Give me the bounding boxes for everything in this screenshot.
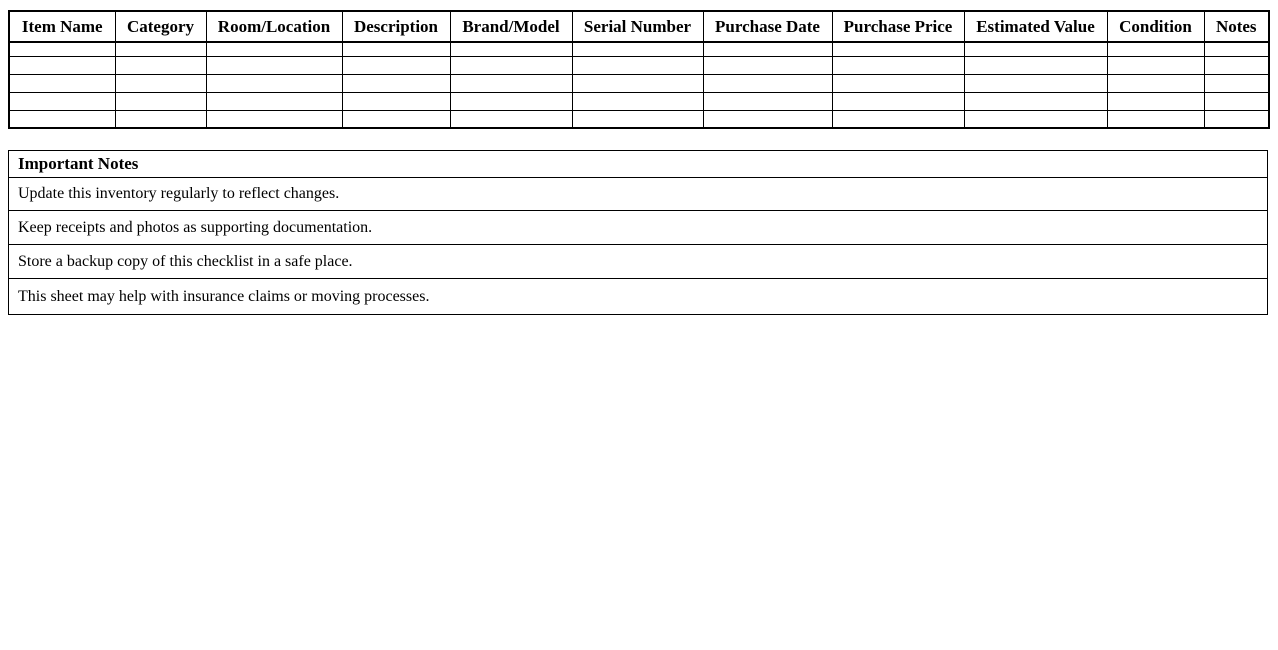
inventory-cell	[206, 92, 342, 110]
inventory-cell	[703, 74, 832, 92]
inventory-cell	[342, 56, 450, 74]
inventory-table	[8, 10, 1270, 129]
notes-title-row	[9, 151, 1268, 178]
inventory-cell	[832, 74, 964, 92]
notes-title: Important Notes	[9, 151, 1268, 178]
inventory-cell	[450, 42, 572, 56]
inventory-cell	[1204, 92, 1269, 110]
inventory-cell	[964, 74, 1107, 92]
header-condition: Condition	[1107, 11, 1204, 42]
header-notes: Notes	[1204, 11, 1269, 42]
inventory-empty-row	[9, 110, 1269, 128]
inventory-cell	[1107, 42, 1204, 56]
inventory-cell	[9, 92, 115, 110]
inventory-cell	[572, 56, 703, 74]
inventory-cell	[9, 56, 115, 74]
note-item: Store a backup copy of this checklist in a safe place.	[9, 245, 1268, 279]
inventory-cell	[115, 56, 206, 74]
inventory-cell	[206, 56, 342, 74]
inventory-cell	[572, 74, 703, 92]
inventory-cell	[450, 92, 572, 110]
inventory-cell	[450, 74, 572, 92]
inventory-cell	[115, 74, 206, 92]
inventory-cell	[832, 92, 964, 110]
inventory-cell	[703, 56, 832, 74]
inventory-cell	[115, 42, 206, 56]
inventory-cell	[1107, 56, 1204, 74]
inventory-cell	[703, 92, 832, 110]
inventory-cell	[9, 110, 115, 128]
inventory-empty-row	[9, 92, 1269, 110]
inventory-cell	[572, 92, 703, 110]
note-item: Keep receipts and photos as supporting documentation.	[9, 211, 1268, 245]
header-brand-model: Brand/Model	[450, 11, 572, 42]
inventory-empty-row	[9, 42, 1269, 56]
inventory-cell	[342, 92, 450, 110]
inventory-cell	[964, 42, 1107, 56]
header-item-name: Item Name	[9, 11, 115, 42]
inventory-cell	[832, 110, 964, 128]
inventory-cell	[964, 92, 1107, 110]
inventory-cell	[1204, 56, 1269, 74]
inventory-empty-row	[9, 56, 1269, 74]
inventory-cell	[572, 42, 703, 56]
header-description: Description	[342, 11, 450, 42]
inventory-cell	[342, 42, 450, 56]
inventory-cell	[1204, 110, 1269, 128]
note-item: This sheet may help with insurance claims or moving processes.	[9, 279, 1268, 315]
inventory-cell	[703, 42, 832, 56]
note-item: Update this inventory regularly to reflect changes.	[9, 178, 1268, 211]
inventory-cell	[342, 74, 450, 92]
inventory-cell	[206, 74, 342, 92]
inventory-cell	[1107, 110, 1204, 128]
inventory-cell	[1107, 74, 1204, 92]
inventory-cell	[832, 42, 964, 56]
header-category: Category	[115, 11, 206, 42]
inventory-cell	[9, 74, 115, 92]
inventory-cell	[1204, 74, 1269, 92]
header-estimated-value: Estimated Value	[964, 11, 1107, 42]
inventory-cell	[1107, 92, 1204, 110]
inventory-cell	[115, 92, 206, 110]
note-row	[9, 178, 1268, 211]
inventory-cell	[206, 42, 342, 56]
inventory-cell	[1204, 42, 1269, 56]
inventory-cell	[964, 56, 1107, 74]
note-row	[9, 211, 1268, 245]
inventory-cell	[206, 110, 342, 128]
inventory-cell	[832, 56, 964, 74]
inventory-cell	[450, 56, 572, 74]
inventory-cell	[9, 42, 115, 56]
inventory-empty-row	[9, 74, 1269, 92]
header-purchase-price: Purchase Price	[832, 11, 964, 42]
header-room-location: Room/Location	[206, 11, 342, 42]
header-serial-number: Serial Number	[572, 11, 703, 42]
note-row	[9, 279, 1268, 315]
inventory-cell	[450, 110, 572, 128]
inventory-cell	[964, 110, 1107, 128]
inventory-cell	[572, 110, 703, 128]
inventory-cell	[342, 110, 450, 128]
important-notes-table	[8, 150, 1268, 315]
note-row	[9, 245, 1268, 279]
inventory-cell	[115, 110, 206, 128]
header-purchase-date: Purchase Date	[703, 11, 832, 42]
inventory-header-row	[9, 11, 1269, 42]
inventory-cell	[703, 110, 832, 128]
